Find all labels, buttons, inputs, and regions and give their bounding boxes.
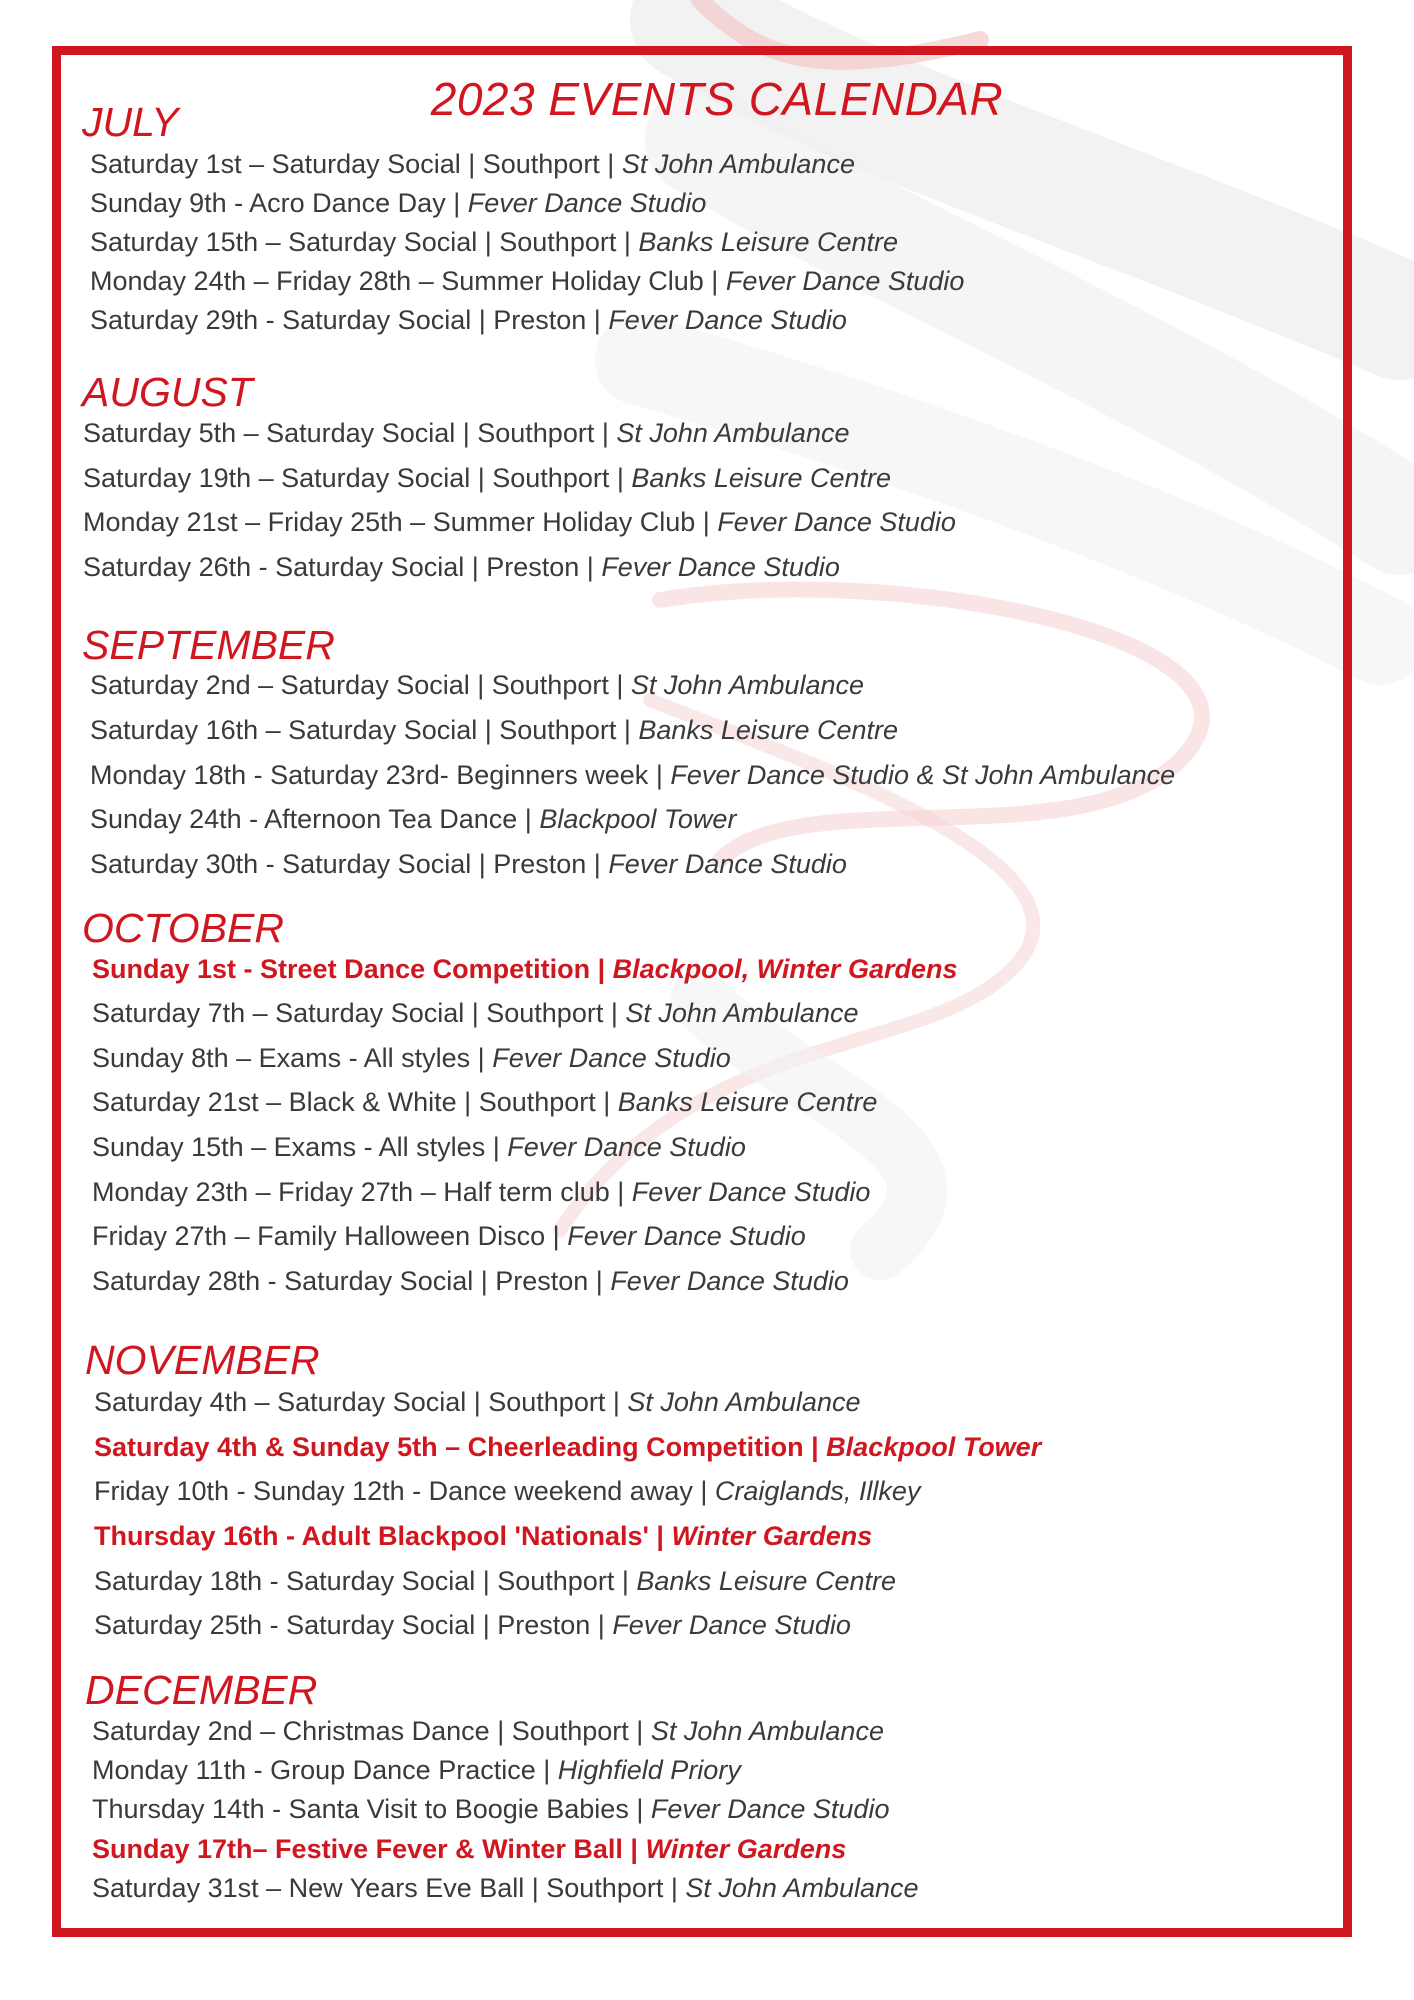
event-item: Saturday 15th – Saturday Social | Southport | Banks Leisure Centre	[90, 227, 898, 257]
event-item: Sunday 24th - Afternoon Tea Dance | Blackpool Tower	[90, 804, 737, 834]
event-item: Monday 24th – Friday 28th – Summer Holiday Club | Fever Dance Studio	[90, 266, 965, 296]
event-item: Saturday 29th - Saturday Social | Preston | Fever Dance Studio	[90, 305, 847, 335]
event-item: Monday 11th - Group Dance Practice | Highfield Priory	[92, 1755, 741, 1785]
event-item: Saturday 30th - Saturday Social | Preston | Fever Dance Studio	[90, 849, 847, 879]
event-item: Saturday 2nd – Christmas Dance | Southport | St John Ambulance	[92, 1716, 884, 1746]
month-heading-november: NOVEMBER	[85, 1337, 320, 1383]
event-item-highlight: Sunday 1st - Street Dance Competition | Blackpool, Winter Gardens	[92, 954, 958, 984]
event-item: Friday 10th - Sunday 12th - Dance weekend away | Craiglands, Illkey	[94, 1476, 921, 1506]
month-heading-september: SEPTEMBER	[82, 622, 335, 668]
month-heading-december: DECEMBER	[85, 1667, 318, 1713]
event-item-highlight: Sunday 17th– Festive Fever & Winter Ball | Winter Gardens	[92, 1834, 847, 1864]
event-item: Sunday 9th - Acro Dance Day | Fever Dance Studio	[90, 188, 707, 218]
event-item: Monday 18th - Saturday 23rd- Beginners week | Fever Dance Studio & St John Ambulance	[90, 760, 1176, 790]
event-item-highlight: Thursday 16th - Adult Blackpool 'Nationals' | Winter Gardens	[94, 1521, 873, 1551]
event-item: Saturday 18th - Saturday Social | Southport | Banks Leisure Centre	[94, 1566, 896, 1596]
event-item: Monday 21st – Friday 25th – Summer Holiday Club | Fever Dance Studio	[83, 507, 956, 537]
event-item: Saturday 28th - Saturday Social | Preston | Fever Dance Studio	[92, 1266, 849, 1296]
event-item: Sunday 8th – Exams - All styles | Fever Dance Studio	[92, 1043, 731, 1073]
month-heading-october: OCTOBER	[82, 905, 284, 951]
event-item: Sunday 15th – Exams - All styles | Fever Dance Studio	[92, 1132, 746, 1162]
event-item: Saturday 7th – Saturday Social | Southport | St John Ambulance	[92, 998, 859, 1028]
event-item: Saturday 5th – Saturday Social | Southport | St John Ambulance	[83, 418, 850, 448]
month-heading-july: JULY	[82, 99, 179, 145]
event-item: Saturday 26th - Saturday Social | Preston | Fever Dance Studio	[83, 552, 840, 582]
event-item: Saturday 1st – Saturday Social | Southport | St John Ambulance	[90, 149, 855, 179]
page-title: 2023 EVENTS CALENDAR	[430, 73, 1004, 125]
event-item: Saturday 21st – Black & White | Southport | Banks Leisure Centre	[92, 1087, 878, 1117]
month-heading-august: AUGUST	[82, 369, 253, 415]
event-item: Saturday 31st – New Years Eve Ball | Southport | St John Ambulance	[92, 1873, 919, 1903]
event-item-highlight: Saturday 4th & Sunday 5th – Cheerleading Competition | Blackpool Tower	[94, 1432, 1042, 1462]
event-item: Saturday 16th – Saturday Social | Southport | Banks Leisure Centre	[90, 715, 898, 745]
event-item: Saturday 25th - Saturday Social | Preston | Fever Dance Studio	[94, 1610, 851, 1640]
event-item: Thursday 14th - Santa Visit to Boogie Babies | Fever Dance Studio	[92, 1794, 890, 1824]
event-item: Friday 27th – Family Halloween Disco | Fever Dance Studio	[92, 1221, 806, 1251]
event-item: Saturday 2nd – Saturday Social | Southport | St John Ambulance	[90, 670, 864, 700]
event-item: Saturday 19th – Saturday Social | Southport | Banks Leisure Centre	[83, 463, 891, 493]
event-item: Saturday 4th – Saturday Social | Southport | St John Ambulance	[94, 1387, 861, 1417]
event-item: Monday 23th – Friday 27th – Half term club | Fever Dance Studio	[92, 1177, 871, 1207]
